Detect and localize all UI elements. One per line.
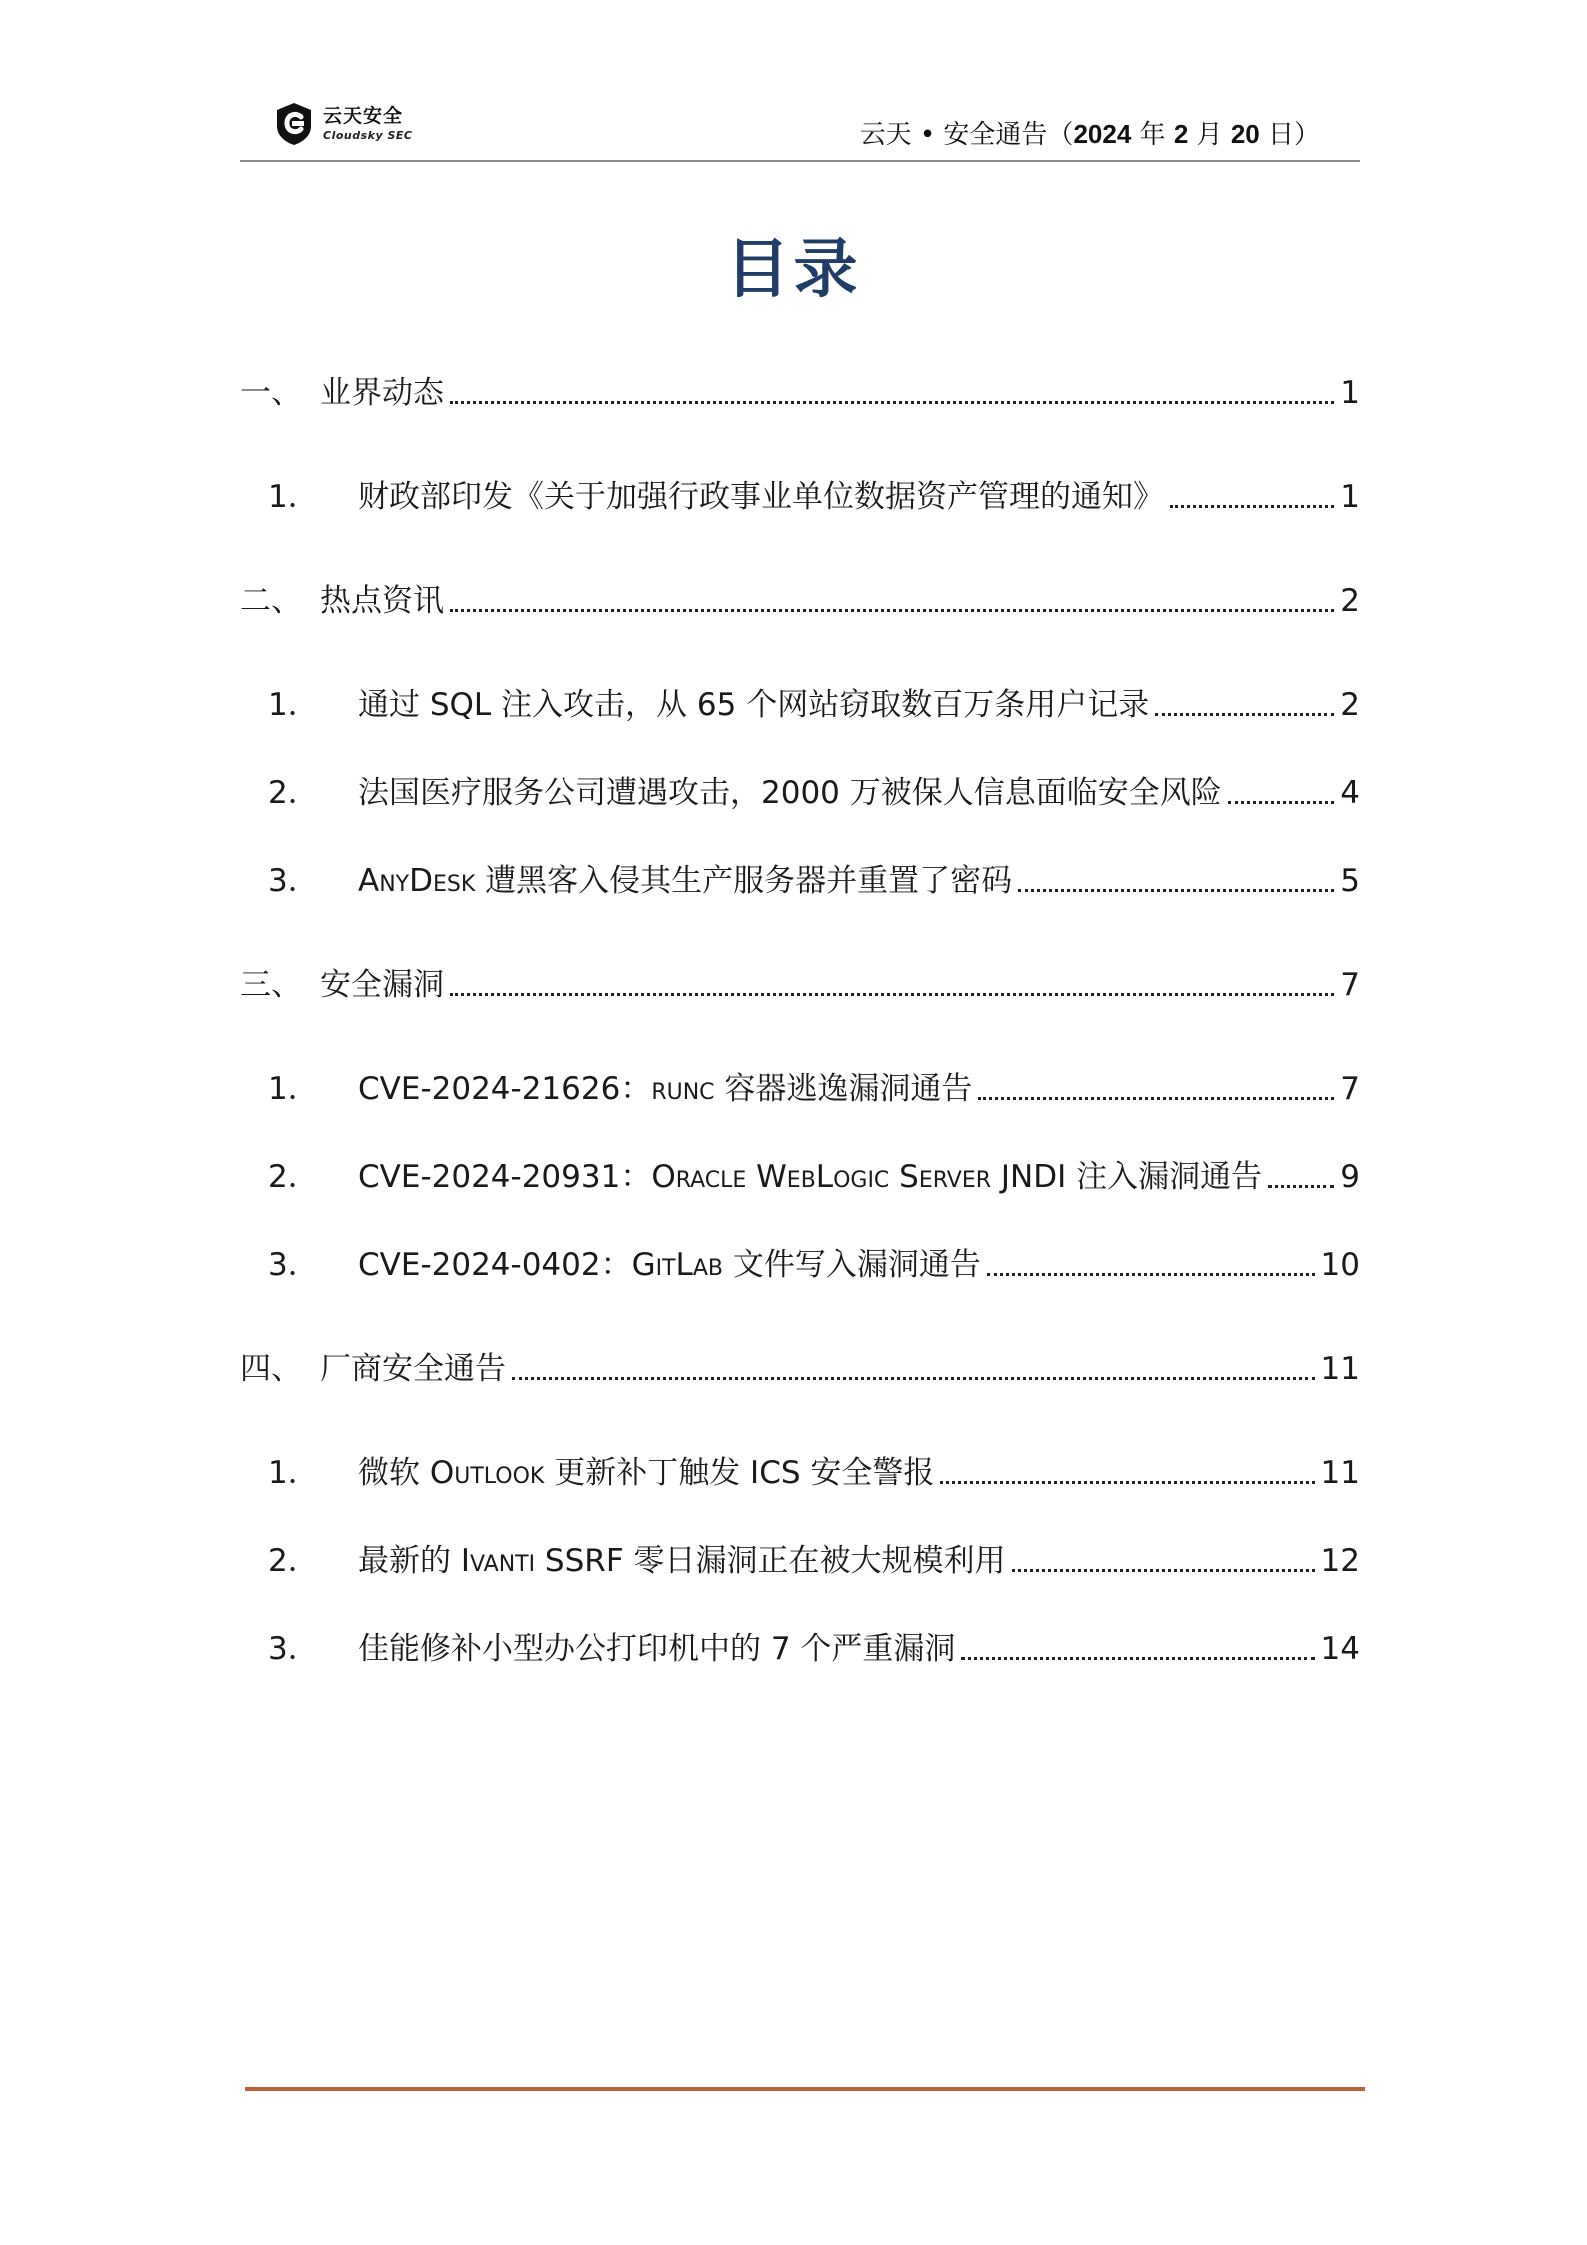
toc-section-hot-news[interactable] bbox=[240, 560, 1360, 620]
bulletin-year: 2024 bbox=[1073, 119, 1132, 149]
logo-cn-text: 云天安全 bbox=[323, 105, 404, 127]
toc-leader bbox=[450, 609, 1334, 612]
toc-label: 佳能修补小型办公打印机中的 7 个严重漏洞 bbox=[358, 1630, 956, 1667]
toc-section-vendor-advisories[interactable] bbox=[240, 1328, 1360, 1388]
bulletin-title-prefix: 云天 • 安全通告（ bbox=[859, 120, 1074, 150]
company-logo bbox=[275, 100, 412, 148]
toc-item-canon-printers[interactable] bbox=[240, 1608, 1360, 1668]
toc-page-number: 1 bbox=[1340, 374, 1360, 411]
toc-label-pre: 微软 bbox=[358, 1454, 430, 1491]
toc-number: 2． bbox=[268, 1158, 319, 1195]
toc-number: 2． bbox=[268, 1542, 319, 1579]
toc-item-french-healthcare[interactable] bbox=[240, 752, 1360, 812]
toc-label bbox=[358, 1071, 972, 1108]
toc-label-rest: 文件写入漏洞通告 bbox=[722, 1246, 981, 1283]
toc-label: 通过 SQL 注入攻击，从 65 个网站窃取数百万条用户记录 bbox=[358, 686, 1150, 723]
toc-leader bbox=[940, 1481, 1314, 1484]
page-header bbox=[240, 92, 1360, 162]
toc-number: 1． bbox=[268, 1070, 319, 1107]
toc-label bbox=[358, 1247, 981, 1284]
toc-page-number: 7 bbox=[1340, 966, 1360, 1003]
toc-item-cve-2024-21626[interactable] bbox=[240, 1048, 1360, 1108]
toc-leader bbox=[978, 1097, 1334, 1100]
toc-number: 3． bbox=[268, 862, 319, 899]
toc-section-vulnerabilities[interactable] bbox=[240, 944, 1360, 1004]
toc-item-outlook-ics[interactable] bbox=[240, 1432, 1360, 1492]
logo-en-text: Cloudsky SEC bbox=[323, 129, 413, 142]
toc-label-smallcaps: AnyDesk bbox=[358, 862, 476, 899]
shield-logo-icon bbox=[275, 102, 313, 146]
toc-label-rest: SSRF 零日漏洞正在被大规模利用 bbox=[535, 1542, 1006, 1579]
toc-section-industry-news[interactable] bbox=[240, 352, 1360, 412]
toc-page-number: 12 bbox=[1320, 1542, 1360, 1579]
toc-item-cve-2024-0402[interactable] bbox=[240, 1224, 1360, 1284]
toc-label bbox=[358, 1159, 1262, 1196]
toc-number: 四、 bbox=[240, 1350, 302, 1387]
toc-label-rest: 更新补丁触发 ICS 安全警报 bbox=[544, 1454, 935, 1491]
toc-item-cve-2024-20931[interactable] bbox=[240, 1136, 1360, 1196]
toc-leader bbox=[512, 1377, 1315, 1380]
toc-page-number: 1 bbox=[1340, 478, 1360, 515]
toc-label-smallcaps: Oracle WebLogic Server bbox=[651, 1158, 992, 1195]
bulletin-day-unit: 日） bbox=[1259, 120, 1320, 150]
toc-leader bbox=[961, 1657, 1314, 1660]
toc-number: 1． bbox=[268, 686, 319, 723]
toc-page-number: 5 bbox=[1340, 862, 1360, 899]
bulletin-year-unit: 年 bbox=[1131, 120, 1174, 150]
toc-page-number: 11 bbox=[1320, 1454, 1360, 1491]
toc-item-sql-injection[interactable] bbox=[240, 664, 1360, 724]
toc-leader bbox=[1155, 713, 1334, 716]
footer-divider bbox=[245, 2087, 1365, 2091]
toc-label: 财政部印发《关于加强行政事业单位数据资产管理的通知》 bbox=[358, 478, 1164, 515]
toc-page-number: 10 bbox=[1320, 1246, 1360, 1283]
toc-label-rest: JNDI 注入漏洞通告 bbox=[991, 1158, 1263, 1195]
toc-title: 目录 bbox=[725, 233, 862, 307]
bulletin-day: 20 bbox=[1230, 119, 1260, 149]
toc-page-number: 14 bbox=[1320, 1630, 1360, 1667]
toc-page-number: 4 bbox=[1340, 774, 1360, 811]
toc-leader bbox=[450, 401, 1334, 404]
toc-label: 法国医疗服务公司遭遇攻击，2000 万被保人信息面临安全风险 bbox=[358, 774, 1222, 811]
toc-leader bbox=[1012, 1569, 1315, 1572]
toc-page-number: 9 bbox=[1340, 1158, 1360, 1195]
toc-leader bbox=[987, 1273, 1315, 1276]
toc-page-number: 11 bbox=[1320, 1350, 1360, 1387]
toc-label-cve: CVE-2024-0402： bbox=[358, 1246, 632, 1283]
toc-number: 二、 bbox=[240, 582, 302, 619]
toc-page-number: 2 bbox=[1340, 582, 1360, 619]
toc-leader bbox=[1018, 889, 1334, 892]
toc-label-rest: 容器逃逸漏洞通告 bbox=[714, 1070, 973, 1107]
toc-leader bbox=[450, 993, 1334, 996]
toc-number: 一、 bbox=[240, 374, 302, 411]
toc-leader bbox=[1170, 505, 1334, 508]
toc-leader bbox=[1228, 801, 1335, 804]
toc-label-rest: 遭黑客入侵其生产服务器并重置了密码 bbox=[475, 862, 1013, 899]
toc-label bbox=[358, 863, 1012, 900]
toc-page-number: 2 bbox=[1340, 686, 1360, 723]
toc-label-cve: CVE-2024-21626： bbox=[358, 1070, 652, 1107]
toc-label-smallcaps: runc bbox=[651, 1070, 715, 1107]
header-divider bbox=[240, 160, 1360, 162]
bulletin-month: 2 bbox=[1173, 119, 1189, 149]
toc-item-ivanti-ssrf[interactable] bbox=[240, 1520, 1360, 1580]
toc-label-smallcaps: Outlook bbox=[429, 1454, 545, 1491]
toc-label bbox=[358, 1455, 934, 1492]
toc-label-smallcaps: GitLab bbox=[631, 1246, 723, 1283]
bulletin-title bbox=[860, 114, 1320, 151]
toc-page-number: 7 bbox=[1340, 1070, 1360, 1107]
toc-number: 1． bbox=[268, 1454, 319, 1491]
toc-leader bbox=[1268, 1185, 1334, 1188]
toc-label bbox=[358, 1543, 1006, 1580]
toc-item-anydesk[interactable] bbox=[240, 840, 1360, 900]
toc-label: 厂商安全通告 bbox=[320, 1350, 506, 1387]
toc-label: 安全漏洞 bbox=[320, 966, 444, 1003]
toc-label-pre: 最新的 bbox=[358, 1542, 461, 1579]
toc-number: 3． bbox=[268, 1630, 319, 1667]
toc-number: 1． bbox=[268, 478, 319, 515]
toc-label-cve: CVE-2024-20931： bbox=[358, 1158, 652, 1195]
toc-label: 热点资讯 bbox=[320, 582, 444, 619]
toc-item-mof-data-assets[interactable] bbox=[240, 456, 1360, 516]
toc-number: 2． bbox=[268, 774, 319, 811]
toc-number: 3． bbox=[268, 1246, 319, 1283]
bulletin-month-unit: 月 bbox=[1188, 120, 1231, 150]
toc-label: 业界动态 bbox=[320, 374, 444, 411]
toc-number: 三、 bbox=[240, 966, 302, 1003]
toc-label-smallcaps: Ivanti bbox=[460, 1542, 536, 1579]
